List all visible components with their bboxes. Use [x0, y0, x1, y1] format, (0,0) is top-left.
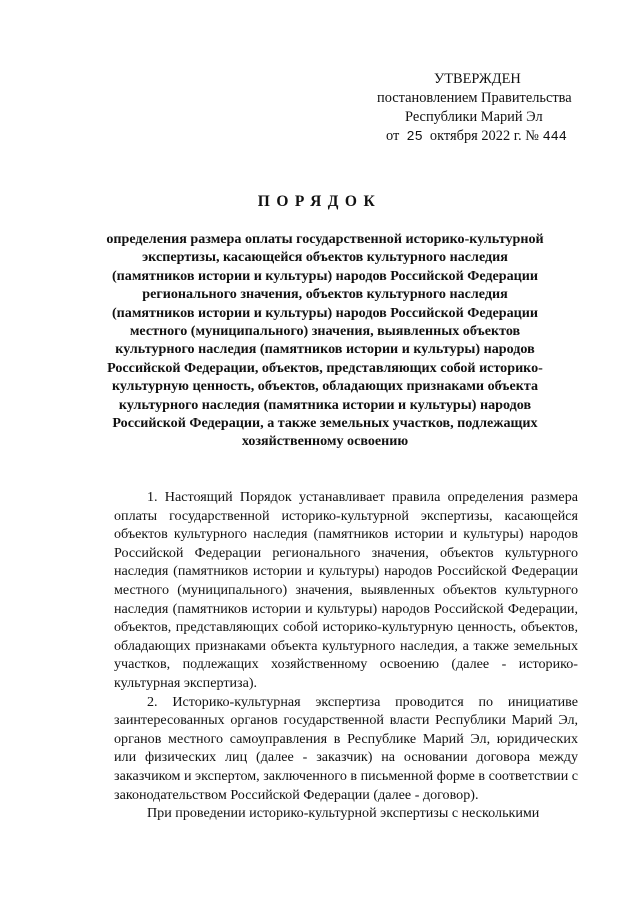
- approval-date-day: 25: [406, 130, 423, 145]
- document-title: ПОРЯДОК: [257, 193, 382, 210]
- paragraph-3: При проведении историко-культурной экспертизы с несколькими: [147, 805, 540, 822]
- approval-title: УТВЕРЖДЕН: [434, 71, 521, 87]
- paragraph-2: 2. Историко-культурная экспертиза проводится по инициативе заинтересованных органов государственной власти Республики Марий Эл, органов местного самоуправления в Республике Марий Эл, юридических или физических лиц (далее - заказчик) на основании договора между заказчиком и экспертом, заключенного в письменной форме в соответствии с законодательством Российской Федерации (далее - договор).: [114, 693, 579, 803]
- approval-date-line: [386, 127, 567, 147]
- document-body: [114, 488, 578, 823]
- paragraph-1: 1. Настоящий Порядок устанавливает правила определения размера оплаты государственной историко-культурной экспертизы, касающейся объектов культурного наследия (памятников истории и культуры) народов Российской Федерации регионального значения, объектов культурного наследия (памятников истории и культуры) народов Российской Федерации местного (муниципального) значения, выявленных объектов культурного наследия (памятников истории и культуры) народов Российской Федерации, объектов, представляющих собой историко-культурную ценность, объектов, обладающих признаками объекта культурного наследия, а также земельных участков, подлежащих хозяйственному освоению (далее - историко-культурная экспертиза).: [114, 489, 578, 691]
- approval-date-rest: октября 2022 г. №: [429, 128, 539, 144]
- approval-line-resolution: постановлением Правительства: [377, 90, 572, 106]
- document-subtitle: определения размера оплаты государственной историко-культурной экспертизы, касающейся объектов культурного наследия (памятников истории и культуры) народов Российской Федерации регионального значения, объектов культурного наследия (памятников истории и культуры) народов Российской Федерации местного (муниципального) значения, выявленных объектов культурного наследия (памятников истории и культуры) народов Российской Федерации, объектов, представляющих собой историко-культурную ценность, объектов, обладающих признаками объекта культурного наследия (памятника истории и культуры) народов Российской Федерации, а также земельных участков, подлежащих хозяйственному освоению: [106, 231, 544, 450]
- approval-date-prefix: от: [386, 128, 400, 144]
- approval-line-republic: Республики Марий Эл: [405, 109, 543, 125]
- approval-number: 444: [542, 130, 567, 145]
